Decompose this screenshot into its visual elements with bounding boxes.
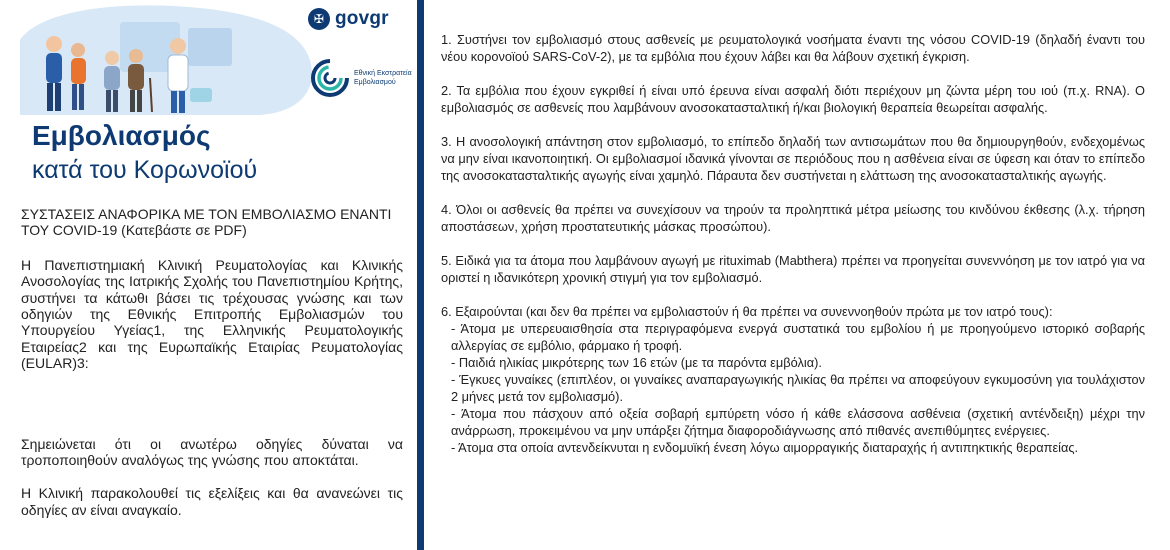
pdf-download-link[interactable]: ΣΥΣΤΑΣΕΙΣ ΑΝΑΦΟΡΙΚΑ ΜΕ ΤΟΝ ΕΜΒΟΛΙΑΣΜΟ ΕΝΑΝΤΙ ΤΟΥ COVID-19 (Κατεβάστε σε PDF)	[21, 206, 392, 239]
campaign-label: Εθνική Εκστρατεία Εμβολιασμού	[354, 70, 412, 86]
left-panel	[0, 0, 417, 550]
recommendations-list	[441, 31, 1145, 456]
page-subtitle: κατά του Κορωνοϊού	[32, 156, 258, 184]
recommendation-5: 5. Ειδικά για τα άτομα που λαμβάνουν αγωγή με rituximab (Mabthera) πρέπει να προηγείται συνεννόηση με τον ιατρό για να οριστεί η ιδανικότερη χρονική στιγμή για τον εμβολιασμό.	[441, 253, 1145, 285]
left-content	[21, 206, 403, 535]
note-paragraph: Σημειώνεται ότι οι ανωτέρω οδηγίες δύναται να τροποποιηθούν αναλόγως της γνώσης που αποκτάται.	[21, 435, 403, 469]
recommendation-2: 2. Τα εμβόλια που έχουν εγκριθεί ή είναι υπό έρευνα είναι ασφαλή διότι περιέχουν μη ζώντα μέρη του ιού (π.χ. RNA). Ο εμβολιασμός σε ασθενείς που λαμβάνουν ανοσοκατασταλτική ή/και βιολογική θεραπεία θεωρείται ασφαλής.	[441, 83, 1145, 115]
govgr-label: govgr	[335, 8, 389, 29]
campaign-swirl-icon	[310, 58, 350, 98]
page-title: Εμβολιασμός	[32, 120, 211, 151]
govgr-logo	[308, 8, 389, 30]
exclusion-item: - Άτομα στα οποία αντενδείκνυται η ενδομυϊκή ένεση λόγω αιμορραγικής διαταραχής ή αντιπηκτικής θεραπείας.	[451, 440, 1079, 455]
vaccination-illustration	[0, 0, 417, 115]
right-panel	[424, 0, 1170, 550]
follow-paragraph: Η Κλινική παρακολουθεί τις εξελίξεις και θα ανανεώνει τις οδηγίες αν είναι αναγκαίο.	[21, 485, 403, 518]
exclusion-item: - Παιδιά ηλικίας μικρότερης των 16 ετών (με τα παρόντα εμβόλια).	[451, 355, 822, 370]
recommendation-1: 1. Συστήνει τον εμβολιασμό στους ασθενείς με ρευματολογικά νοσήματα έναντι της νόσου COVID-19 (δηλαδή έναντι του νέου κορονοϊού SARS-CoV-2), με τα εμβόλια που έχουν λάβει και θα λάβουν σχετική έγκριση.	[441, 32, 1145, 64]
column-divider	[417, 0, 424, 550]
recommendation-3: 3. Η ανοσολογική απάντηση στον εμβολιασμό, το επίπεδο δηλαδή των αντισωμάτων που θα δημιουργηθούν, ενδεχομένως να μην είναι ικανοποιητική. Οι εμβολιασμοί ιδανικά γίνονται σε περιόδους που η ασθένεια είναι σε ύφεση και όταν το επίπεδο της ανοσοκατασταλτικής αγωγής είναι χαμηλό. Πάραυτα δεν συστήνεται η ελάττωση της ανοσοκατασταλτικής αγωγής.	[441, 134, 1145, 183]
vaccination-campaign-logo	[310, 58, 420, 98]
greek-emblem-icon: ✠	[308, 8, 330, 30]
recommendation-6: 6. Εξαιρούνται (και δεν θα πρέπει να εμβολιαστούν ή θα πρέπει να συνεννοηθούν πρώτα με τον ιατρό τους):	[441, 304, 1053, 319]
recommendation-4: 4. Όλοι οι ασθενείς θα πρέπει να συνεχίσουν να τηρούν τα προληπτικά μέτρα μείωσης του κινδύνου έκθεσης (λ.χ. τήρηση αποστάσεων, χρήση προστατευτικής μάσκας προσώπου).	[441, 202, 1145, 234]
intro-paragraph: Η Πανεπιστημιακή Κλινική Ρευματολογίας και Κλινικής Ανοσολογίας της Ιατρικής Σχολής του Πανεπιστημίου Κρήτης, συστήνει τα κάτωθι βάσει τις τρέχουσας γνώσης και των οδηγιών της Εθνικής Επιτροπής Εμβολιασμών του Υπουργείου Υγείας1, της Ελληνικής Ρευματολογικής Εταιρείας2 και της Ευρωπαϊκής Εταιρίας Ρευματολογίας (EULAR)3:	[21, 256, 403, 372]
exclusion-item: - Άτομα με υπερευαισθησία στα περιγραφόμενα ενεργά συστατικά του εμβολίου ή με προηγούμενο ιστορικό σοβαρής αλλεργίας σε εμβόλιο, φάρμακο ή τροφή.	[451, 321, 1145, 353]
exclusion-item: - Έγκυες γυναίκες (επιπλέον, οι γυναίκες αναπαραγωγικής ηλικίας θα πρέπει να αποφεύγουν εγκυμοσύνη για τουλάχιστον 2 μήνες μετά τον εμβολιασμό).	[451, 372, 1145, 404]
exclusion-item: - Άτομα που πάσχουν από οξεία σοβαρή εμπύρετη νόσο ή κάθε ελάσσονα ασθένεια (σχετική αντένδειξη) μέχρι την ανάρρωση, προκειμένου να μην υπάρξει ζήτημα διαφοροδιάγνωσης από πιθανές ανεπιθύμητες ενέργειες.	[451, 406, 1145, 438]
